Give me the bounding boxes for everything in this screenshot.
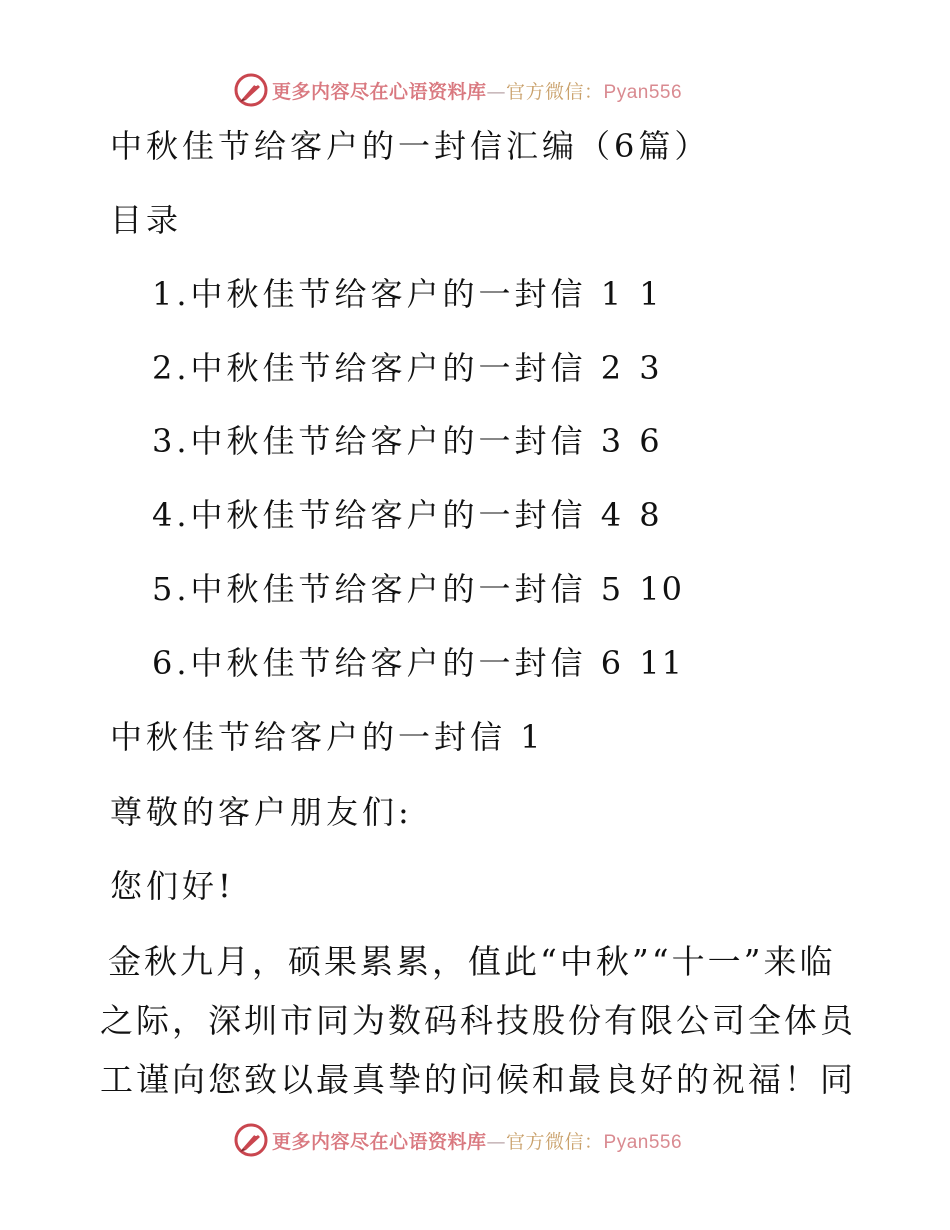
pen-nib-logo-icon bbox=[234, 1123, 268, 1157]
watermark-wechat-label: 官方微信： bbox=[506, 80, 604, 103]
toc-item-5[interactable] bbox=[152, 569, 684, 609]
section-title: 中秋佳节给客户的一封信 1 bbox=[110, 718, 545, 756]
watermark-separator: — bbox=[486, 1130, 507, 1153]
toc-item-2[interactable] bbox=[152, 348, 662, 388]
toc-item-page: 10 bbox=[639, 570, 684, 608]
toc-item-label: 6.中秋佳节给客户的一封信 6 bbox=[152, 644, 626, 682]
toc-item-page: 6 bbox=[639, 422, 662, 460]
watermark-text bbox=[272, 77, 682, 104]
document-title: 中秋佳节给客户的一封信汇编（6篇） bbox=[110, 127, 711, 165]
pen-nib-logo-icon bbox=[234, 73, 268, 107]
toc-item-1[interactable] bbox=[152, 274, 662, 314]
toc-item-label: 5.中秋佳节给客户的一封信 5 bbox=[152, 570, 626, 608]
watermark-text bbox=[272, 1127, 682, 1154]
watermark-header bbox=[234, 72, 682, 108]
salutation: 尊敬的客户朋友们: bbox=[110, 793, 413, 831]
toc-item-4[interactable] bbox=[152, 495, 662, 535]
toc-item-page: 1 bbox=[639, 275, 662, 313]
toc-item-page: 8 bbox=[639, 496, 662, 534]
toc-heading: 目录 bbox=[110, 201, 183, 239]
watermark-separator: — bbox=[486, 80, 507, 103]
watermark-wechat-id: Pyan556 bbox=[603, 81, 683, 103]
toc-item-page: 11 bbox=[639, 644, 684, 682]
body-paragraph: 金秋九月，硕果累累，值此“中秋”“十一”来临之际，深圳市同为数码科技股份有限公司全体员工谨向您致以最真挚的问候和最良好的祝福！同 bbox=[100, 942, 856, 1099]
watermark-main: 更多内容尽在心语资料库 bbox=[272, 1130, 487, 1153]
watermark-wechat-label: 官方微信： bbox=[506, 1130, 604, 1153]
toc-item-label: 3.中秋佳节给客户的一封信 3 bbox=[152, 422, 626, 460]
toc-item-6[interactable] bbox=[152, 643, 684, 683]
watermark-footer bbox=[234, 1122, 682, 1158]
watermark-main: 更多内容尽在心语资料库 bbox=[272, 80, 487, 103]
toc-item-label: 1.中秋佳节给客户的一封信 1 bbox=[152, 275, 626, 313]
toc-item-page: 3 bbox=[639, 349, 662, 387]
toc-item-label: 2.中秋佳节给客户的一封信 2 bbox=[152, 349, 626, 387]
toc-item-label: 4.中秋佳节给客户的一封信 4 bbox=[152, 496, 626, 534]
watermark-wechat-id: Pyan556 bbox=[603, 1131, 683, 1153]
toc-item-3[interactable] bbox=[152, 421, 662, 461]
greeting: 您们好! bbox=[110, 867, 235, 905]
